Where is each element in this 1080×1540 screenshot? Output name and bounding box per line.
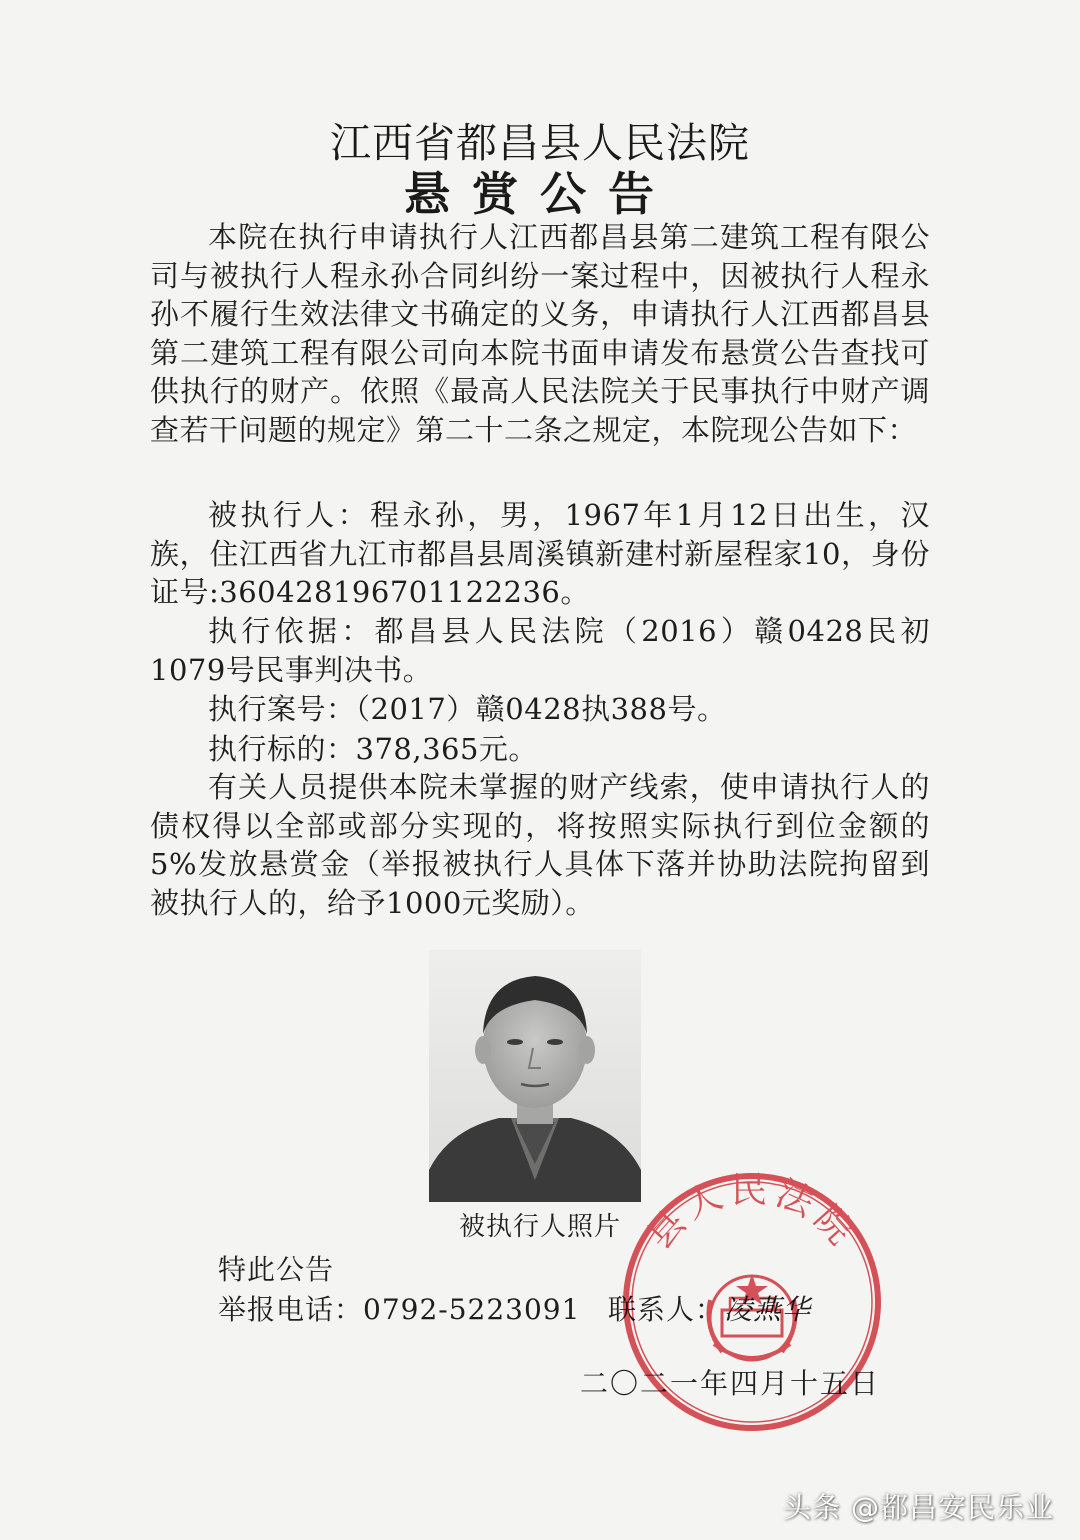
contact-label: 联系人： — [608, 1293, 725, 1326]
intro-paragraph: 本院在执行申请执行人江西都昌县第二建筑工程有限公司与被执行人程永孙合同纠纷一案过程中，因被执行人程永孙不履行生效法律文书确定的义务，申请执行人江西都昌县第二建筑工程有限公司向本院书面申请发布悬赏公告查找可供执行的财产。依照《最高人民法院关于民事执行中财产调查若干问题的规定》第二十二条之规定，本院现公告如下： — [150, 220, 930, 447]
contact-name: 凌燕华 — [724, 1293, 812, 1326]
source-watermark: 头条 @都昌安民乐业 — [783, 1491, 1054, 1524]
court-name: 江西省都昌县人民法院 — [330, 119, 750, 167]
person-portrait-icon — [429, 950, 641, 1202]
issue-date: 二〇二一年四月十五日 — [580, 1367, 881, 1400]
basis-paragraph: 执行依据：都昌县人民法院（2016）赣0428民初1079号民事判决书。 — [150, 614, 930, 687]
seal-text: 县人民法院 — [639, 1169, 865, 1258]
notice-title: 悬赏公告 — [404, 167, 676, 221]
report-hotline: 举报电话：0792-5223091 — [218, 1293, 581, 1326]
person-photo — [429, 950, 641, 1202]
svg-text:县人民法院 — [640, 1170, 865, 1257]
closing-statement: 特此公告 — [218, 1253, 335, 1286]
case-number-paragraph: 执行案号：（2017）赣0428执388号。 — [208, 692, 727, 726]
reward-paragraph: 有关人员提供本院未掌握的财产线索，使申请执行人的债权得以全部或部分实现的，将按照实际执行到位金额的5%发放悬赏金（举报被执行人具体下落并协助法院拘留到被执行人的，给予1000元奖励）。 — [150, 770, 930, 920]
amount-paragraph: 执行标的：378,365元。 — [208, 732, 538, 766]
person-paragraph: 被执行人：程永孙，男，1967年1月12日出生，汉族，住江西省九江市都昌县周溪镇新建村新屋程家10，身份证号:360428196701122236。 — [150, 498, 930, 609]
court-seal-icon — [618, 1168, 886, 1436]
photo-caption: 被执行人照片 — [458, 1212, 621, 1242]
